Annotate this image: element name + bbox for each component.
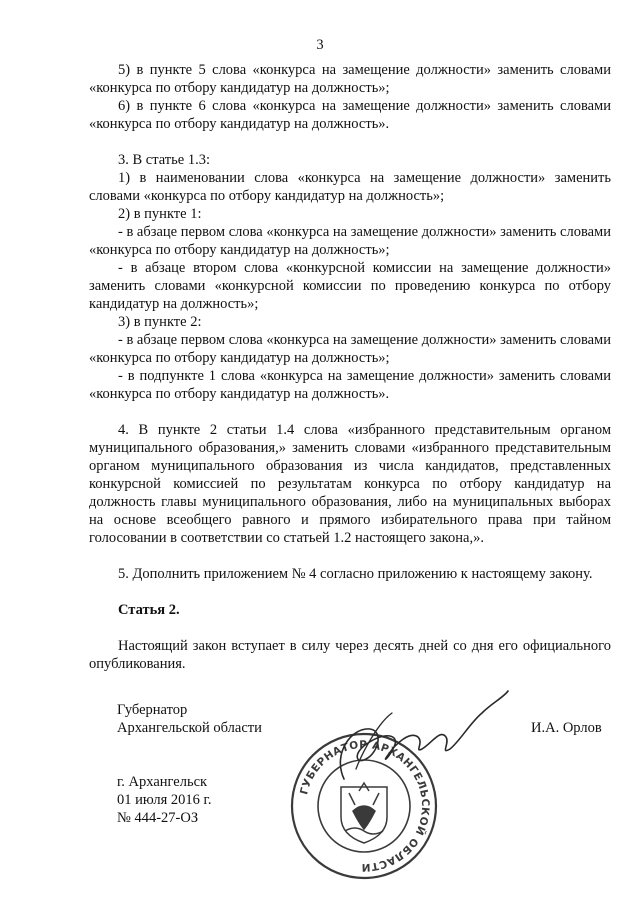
paragraph: - в абзаце втором слова «конкурсной комиссии на замещение должности» заменить словами «конкурсной комиссии по проведению конкурса по отбору кандидатур на должность»; — [89, 260, 611, 312]
paragraph: 3) в пункте 2: — [118, 314, 202, 330]
place-date-block — [117, 773, 211, 827]
article-title: Статья 2. — [118, 602, 180, 618]
seal-text: ГУБЕРНАТОР АРХАНГЕЛЬСКОЙ ОБЛАСТИ — [298, 738, 432, 874]
signatory-name: И.А. Орлов — [531, 720, 602, 736]
paragraph: 1) в наименовании слова «конкурса на замещение должности» заменить словами «конкурса по отбору кандидатур на должность»; — [89, 170, 611, 204]
page-number: 3 — [316, 37, 324, 53]
paragraph: - в абзаце первом слова «конкурса на замещение должности» заменить словами «конкурса по отбору кандидатур на должность»; — [89, 224, 611, 258]
position-line: Архангельской области — [117, 720, 262, 736]
paragraph: - в подпункте 1 слова «конкурса на замещение должности» заменить словами «конкурса по отбору кандидатур на должность». — [89, 368, 611, 402]
position-line: Губернатор — [117, 702, 188, 718]
paragraph: 5) в пункте 5 слова «конкурса на замещение должности» заменить словами «конкурса по отбору кандидатур на должность»; — [89, 62, 611, 96]
law-number: № 444-27-ОЗ — [117, 810, 199, 826]
paragraph: Настоящий закон вступает в силу через десять дней со дня его официального опубликования. — [89, 638, 611, 672]
paragraph: 2) в пункте 1: — [118, 206, 202, 222]
section-heading: 3. В статье 1.3: — [118, 152, 210, 168]
signature-position — [117, 701, 262, 737]
paragraph: 6) в пункте 6 слова «конкурса на замещение должности» заменить словами «конкурса по отбору кандидатур на должность». — [89, 98, 611, 132]
date: 01 июля 2016 г. — [117, 792, 212, 808]
paragraph: - в абзаце первом слова «конкурса на замещение должности» заменить словами «конкурса по отбору кандидатур на должность»; — [89, 332, 611, 366]
handwritten-signature — [322, 683, 512, 793]
paragraph: 5. Дополнить приложением № 4 согласно приложению к настоящему закону. — [118, 566, 593, 582]
document-body — [89, 61, 611, 673]
paragraph: 4. В пункте 2 статьи 1.4 слова «избранного представительным органом муниципального образования,» заменить словами «избранного представительным органом муниципального образования из числа кандидатов, представленных конкурсной комиссией по результатам конкурса по отбору кандидатур на должность главы муниципального образования, либо на муниципальных выборах на основе всеобщего равного и прямого избирательного права при тайном голосовании в соответствии со статьей 1.2 настоящего закона,». — [89, 422, 611, 546]
city: г. Архангельск — [117, 774, 208, 790]
